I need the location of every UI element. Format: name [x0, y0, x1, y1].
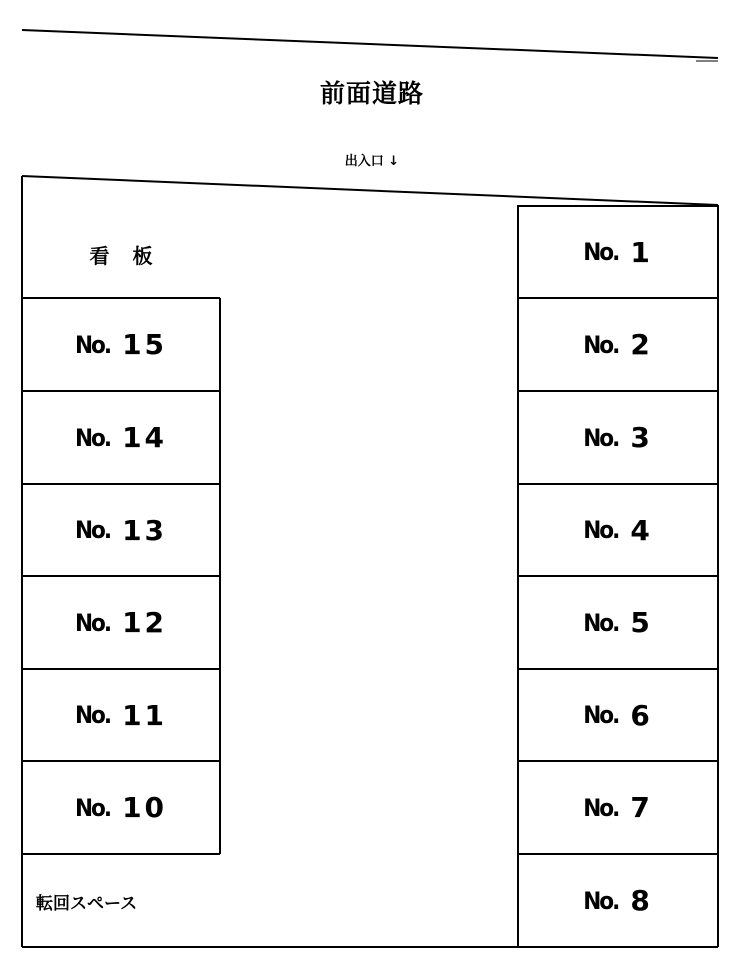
parking-lot-10: No. 10 [74, 791, 168, 824]
parking-lot-5: No. 5 [583, 606, 653, 639]
parking-lot-15: No. 15 [74, 328, 168, 361]
parking-lot-12: No. 12 [74, 606, 168, 639]
parking-lot-7: No. 7 [583, 791, 653, 824]
turnaround-space-label: 転回スペース [36, 894, 138, 914]
signboard-label: 看 板 [89, 244, 161, 268]
parking-lot-11: No. 11 [74, 698, 168, 732]
lot-boundary-top [22, 176, 718, 205]
parking-lot-4: No. 4 [583, 513, 653, 547]
parking-lot-1: No. 1 [583, 235, 653, 269]
parking-lot-6: No. 6 [583, 698, 653, 732]
parking-lot-8: No. 8 [583, 884, 653, 917]
road-edge-line [22, 30, 718, 58]
parking-lot-2: No. 2 [583, 328, 653, 361]
parking-lot-3: No. 3 [583, 421, 653, 454]
parking-lot-14: No. 14 [74, 421, 168, 454]
road-label: 前面道路 [319, 79, 424, 108]
entrance-label: 出入口 ↓ [344, 154, 400, 169]
parking-lot-13: No. 13 [74, 513, 168, 547]
